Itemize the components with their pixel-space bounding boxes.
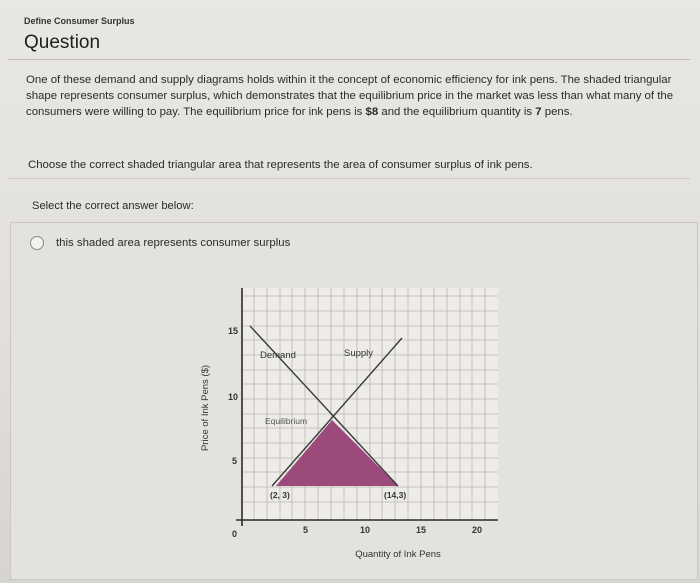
y-tick-0: 0 (232, 529, 238, 539)
x-tick-20: 20 (472, 525, 483, 535)
equilibrium-price: $8 (365, 106, 379, 118)
section-divider (8, 178, 690, 179)
equilibrium-label: Equilibrium (265, 416, 308, 426)
supply-label: Supply (344, 348, 374, 359)
select-answer-label: Select the correct answer below: (32, 200, 194, 212)
x-tick-10: 10 (360, 525, 371, 535)
x-tick-5: 5 (303, 525, 309, 535)
instruction-text: Choose the correct shaded triangular area that represents the area of consumer surplus of ink pens. (28, 159, 533, 171)
page-title: Question (24, 32, 101, 53)
y-tick-15: 15 (228, 326, 239, 336)
breadcrumb: Define Consumer Surplus (24, 16, 135, 26)
question-text-part-3: pens. (541, 106, 573, 118)
y-tick-10: 10 (228, 392, 239, 402)
title-divider (8, 59, 690, 60)
x-axis-label: Quantity of Ink Pens (355, 549, 441, 560)
question-text-part-2: and the equilibrium quantity is (378, 106, 536, 118)
answer-option-label: this shaded area represents consumer surplus (56, 237, 291, 249)
point-14-3-label: (14,3) (384, 490, 407, 500)
y-axis-label: Price of Ink Pens ($) (200, 364, 211, 452)
demand-label: Demand (260, 350, 296, 361)
y-tick-5: 5 (232, 456, 238, 466)
radio-button[interactable] (30, 236, 44, 250)
answer-option[interactable] (30, 236, 290, 250)
point-2-3-label: (2, 3) (270, 490, 290, 500)
question-text-part-1: One of these demand and supply diagrams holds within it the concept of economic efficiency for ink pens. The shaded triangular shape represents consumer surplus, which demonstrates that the equilibrium price in the market was less than what many of the consumers were willing to pay. The equilibrium price for ink pens is (26, 74, 674, 118)
question-text (26, 72, 694, 120)
x-tick-15: 15 (416, 525, 427, 535)
equilibrium-quantity: 7 (535, 106, 542, 118)
supply-demand-graph (190, 280, 510, 570)
